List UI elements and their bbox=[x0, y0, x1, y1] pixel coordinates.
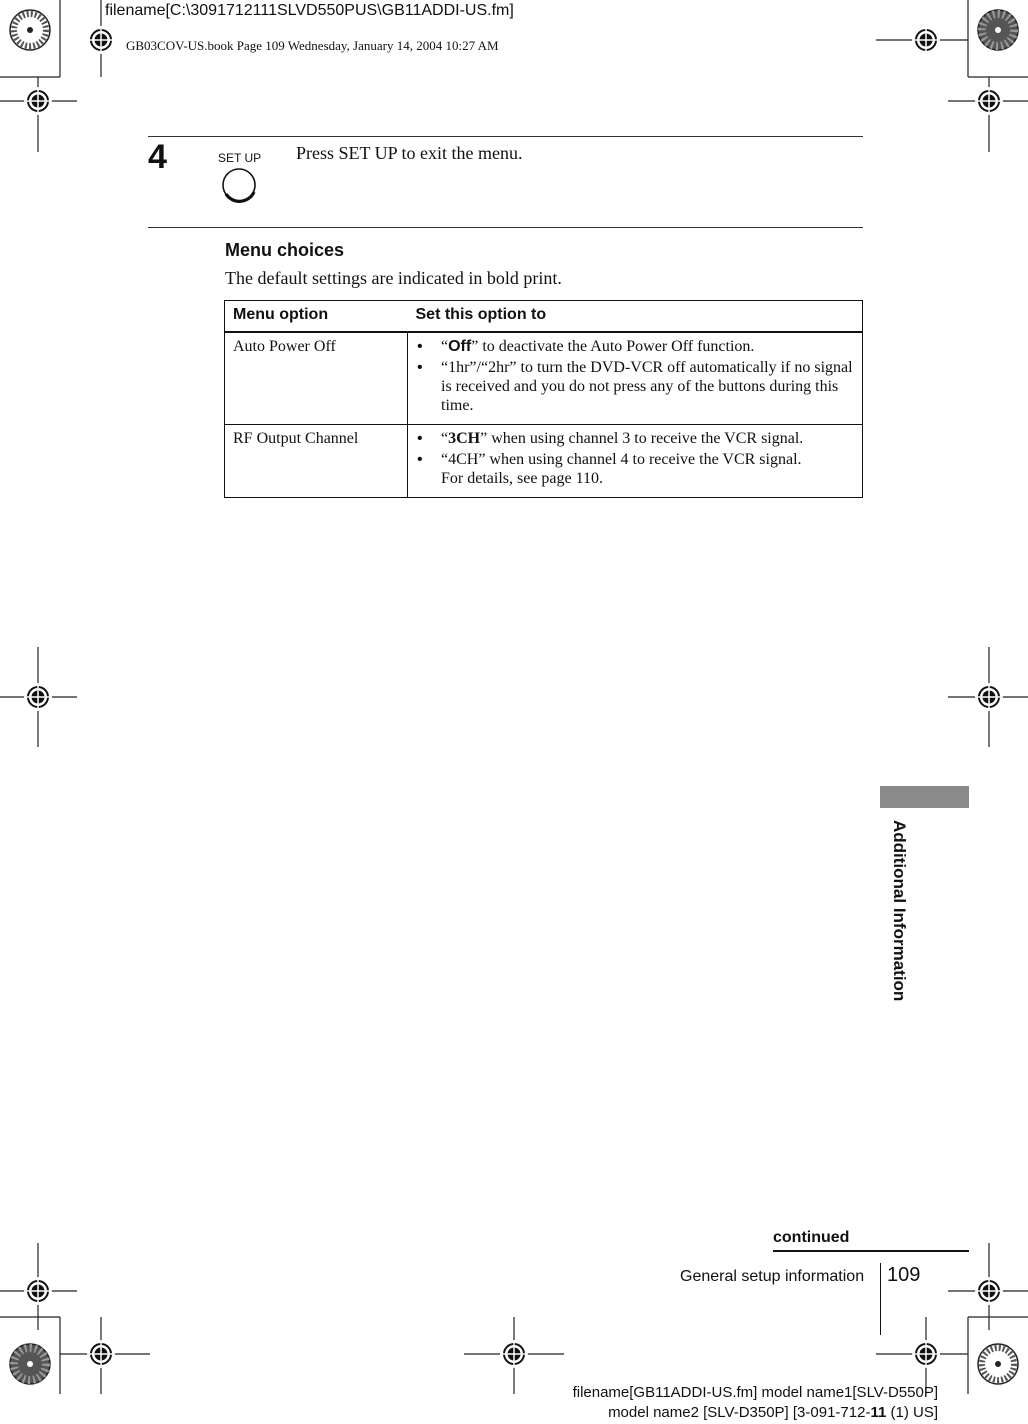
footer-file-prefix: model name2 [SLV-D350P] [3-091-712- bbox=[608, 1404, 871, 1421]
chapter-tab-bar bbox=[880, 786, 969, 808]
setting-description: “1hr”/“2hr” to turn the DVD-VCR off automatically if no signal is received and you do not press any of the buttons during this time. bbox=[441, 359, 853, 414]
table-row bbox=[225, 332, 863, 425]
list-item bbox=[416, 450, 854, 488]
step-instruction: Press SET UP to exit the menu. bbox=[296, 143, 523, 163]
section-heading: Menu choices bbox=[225, 240, 345, 260]
footer-section-title: General setup information bbox=[680, 1268, 865, 1285]
settings-list bbox=[416, 429, 854, 488]
column-header-set-option: Set this option to bbox=[408, 301, 863, 333]
setting-description: ” to deactivate the Auto Power Off function. bbox=[471, 338, 755, 355]
chapter-tab-label: Additional Information bbox=[890, 820, 909, 1002]
quote-open: “ bbox=[441, 430, 449, 447]
source-filename: filename[C:\3091712111SLVD550PUS\GB11ADDI-US.fm] bbox=[105, 2, 514, 19]
menu-choices-table bbox=[224, 300, 863, 498]
list-item bbox=[416, 337, 854, 356]
bullet: • bbox=[417, 430, 423, 447]
default-setting: Off bbox=[448, 338, 472, 355]
continued-rule bbox=[773, 1250, 969, 1252]
footer-divider bbox=[880, 1263, 881, 1335]
bullet: • bbox=[417, 338, 423, 355]
section-intro: The default settings are indicated in bold print. bbox=[225, 268, 562, 288]
column-header-menu-option: Menu option bbox=[225, 301, 408, 333]
step-top-rule bbox=[148, 136, 863, 137]
step-number: 4 bbox=[148, 138, 167, 176]
book-page-info: GB03COV-US.book Page 109 Wednesday, January 14, 2004 10:27 AM bbox=[126, 38, 499, 53]
step-bottom-rule bbox=[148, 227, 863, 228]
footer-file-line-1: filename[GB11ADDI-US.fm] model name1[SLV-D550P] bbox=[572, 1384, 938, 1401]
settings-list bbox=[416, 337, 854, 415]
setting-description: “4CH” when using channel 4 to receive the VCR signal. bbox=[441, 451, 802, 468]
table-row bbox=[225, 425, 863, 498]
list-item bbox=[416, 429, 854, 448]
continued-label: continued bbox=[773, 1229, 850, 1246]
footer-file-line-2 bbox=[608, 1404, 938, 1421]
table-header-row bbox=[225, 301, 863, 333]
setting-description: ” when using channel 3 to receive the VCR signal. bbox=[480, 430, 804, 447]
setup-button-label: SET UP bbox=[218, 151, 262, 165]
default-setting: 3CH bbox=[448, 430, 481, 447]
footer-file-suffix: (1) US] bbox=[886, 1404, 938, 1421]
footer-file-revision: 11 bbox=[870, 1404, 887, 1421]
menu-option-cell: Auto Power Off bbox=[225, 332, 408, 425]
settings-cell bbox=[408, 425, 863, 498]
settings-cell bbox=[408, 332, 863, 425]
menu-option-cell: RF Output Channel bbox=[225, 425, 408, 498]
bullet: • bbox=[417, 451, 423, 468]
list-item bbox=[416, 358, 854, 415]
bullet: • bbox=[417, 359, 423, 376]
setup-button-icon bbox=[220, 166, 260, 206]
cross-reference: For details, see page 110. bbox=[441, 470, 604, 487]
page-number: 109 bbox=[887, 1264, 921, 1286]
quote-open: “ bbox=[441, 338, 449, 355]
